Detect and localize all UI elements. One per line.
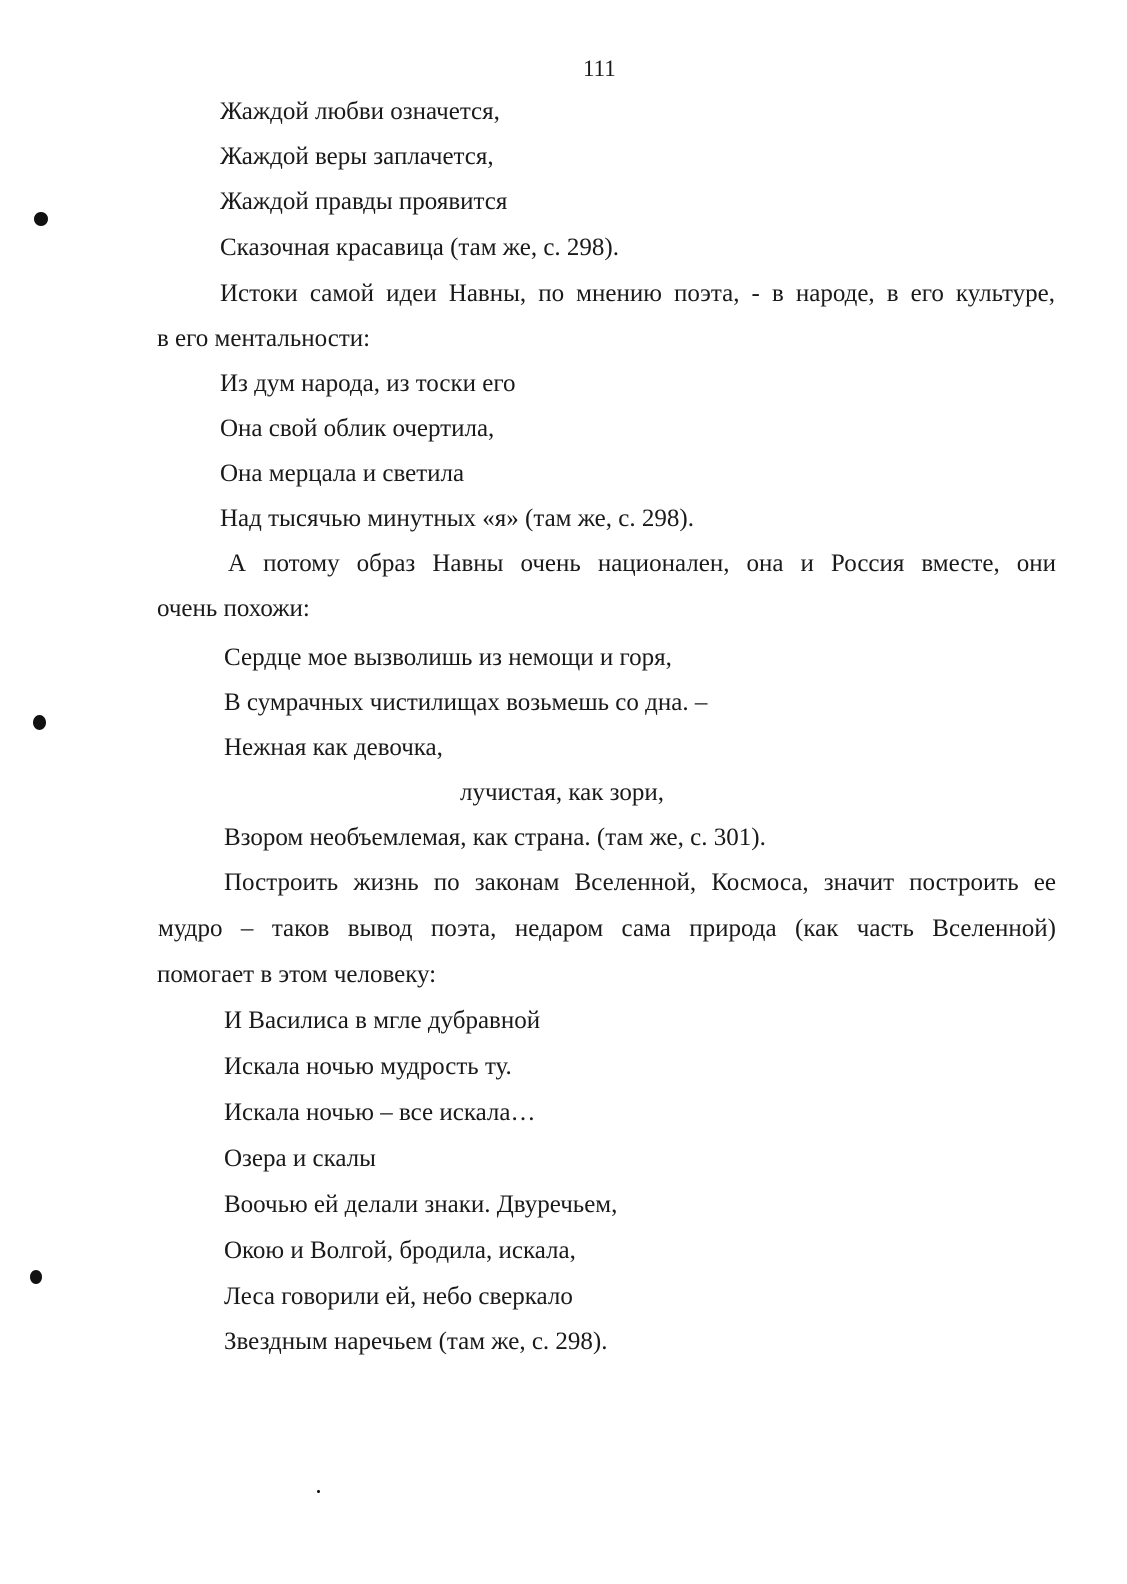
verse-line: Леса говорили ей, небо сверкало: [224, 1283, 573, 1310]
verse-line: Окою и Волгой, бродила, искала,: [224, 1237, 576, 1264]
verse-line: Сердце мое вызволишь из немощи и горя,: [224, 644, 672, 671]
verse-line: Сказочная красавица (там же, с. 298).: [220, 234, 619, 261]
paragraph-line: мудро – таков вывод поэта, недаром сама природа (как часть Вселенной): [158, 915, 1056, 942]
punch-hole-mark: [30, 1270, 42, 1284]
paragraph-line: Построить жизнь по законам Вселенной, Космоса, значит построить ее: [224, 869, 1056, 896]
page-number: 111: [583, 56, 616, 81]
speck-mark: [317, 1490, 320, 1493]
punch-hole-mark: [34, 212, 48, 226]
verse-line: Жаждой любви означется,: [220, 98, 500, 125]
verse-line: Жаждой веры заплачется,: [220, 143, 494, 170]
verse-line: Над тысячью минутных «я» (там же, с. 298).: [220, 505, 694, 532]
verse-line: Искала ночью мудрость ту.: [224, 1053, 512, 1080]
verse-line: Воочью ей делали знаки. Двуречьем,: [224, 1191, 618, 1218]
verse-line: Из дум народа, из тоски его: [220, 370, 516, 397]
paragraph-line: А потому образ Навны очень национален, она и Россия вместе, они: [228, 550, 1056, 577]
verse-line: Искала ночью – все искала…: [224, 1099, 536, 1126]
verse-line: Она мерцала и светила: [220, 460, 465, 487]
verse-line: лучистая, как зори,: [460, 779, 664, 806]
punch-hole-mark: [33, 715, 46, 730]
verse-line: Нежная как девочка,: [224, 734, 443, 761]
verse-line: Звездным наречьем (там же, с. 298).: [224, 1328, 608, 1355]
paragraph-line: Истоки самой идеи Навны, по мнению поэта, - в народе, в его культуре,: [220, 280, 1055, 307]
verse-line: Она свой облик очертила,: [220, 415, 495, 442]
verse-line: Взором необъемлемая, как страна. (там же, с. 301).: [224, 824, 766, 851]
paragraph-line: в его ментальности:: [157, 325, 371, 352]
verse-line: И Василиса в мгле дубравной: [224, 1007, 541, 1034]
verse-line: В сумрачных чистилищах возьмешь со дна. –: [224, 689, 708, 716]
paragraph-line: помогает в этом человеку:: [157, 961, 437, 988]
paragraph-line: очень похожи:: [157, 595, 310, 622]
verse-line: Жаждой правды проявится: [220, 188, 508, 215]
verse-line: Озера и скалы: [224, 1145, 376, 1172]
